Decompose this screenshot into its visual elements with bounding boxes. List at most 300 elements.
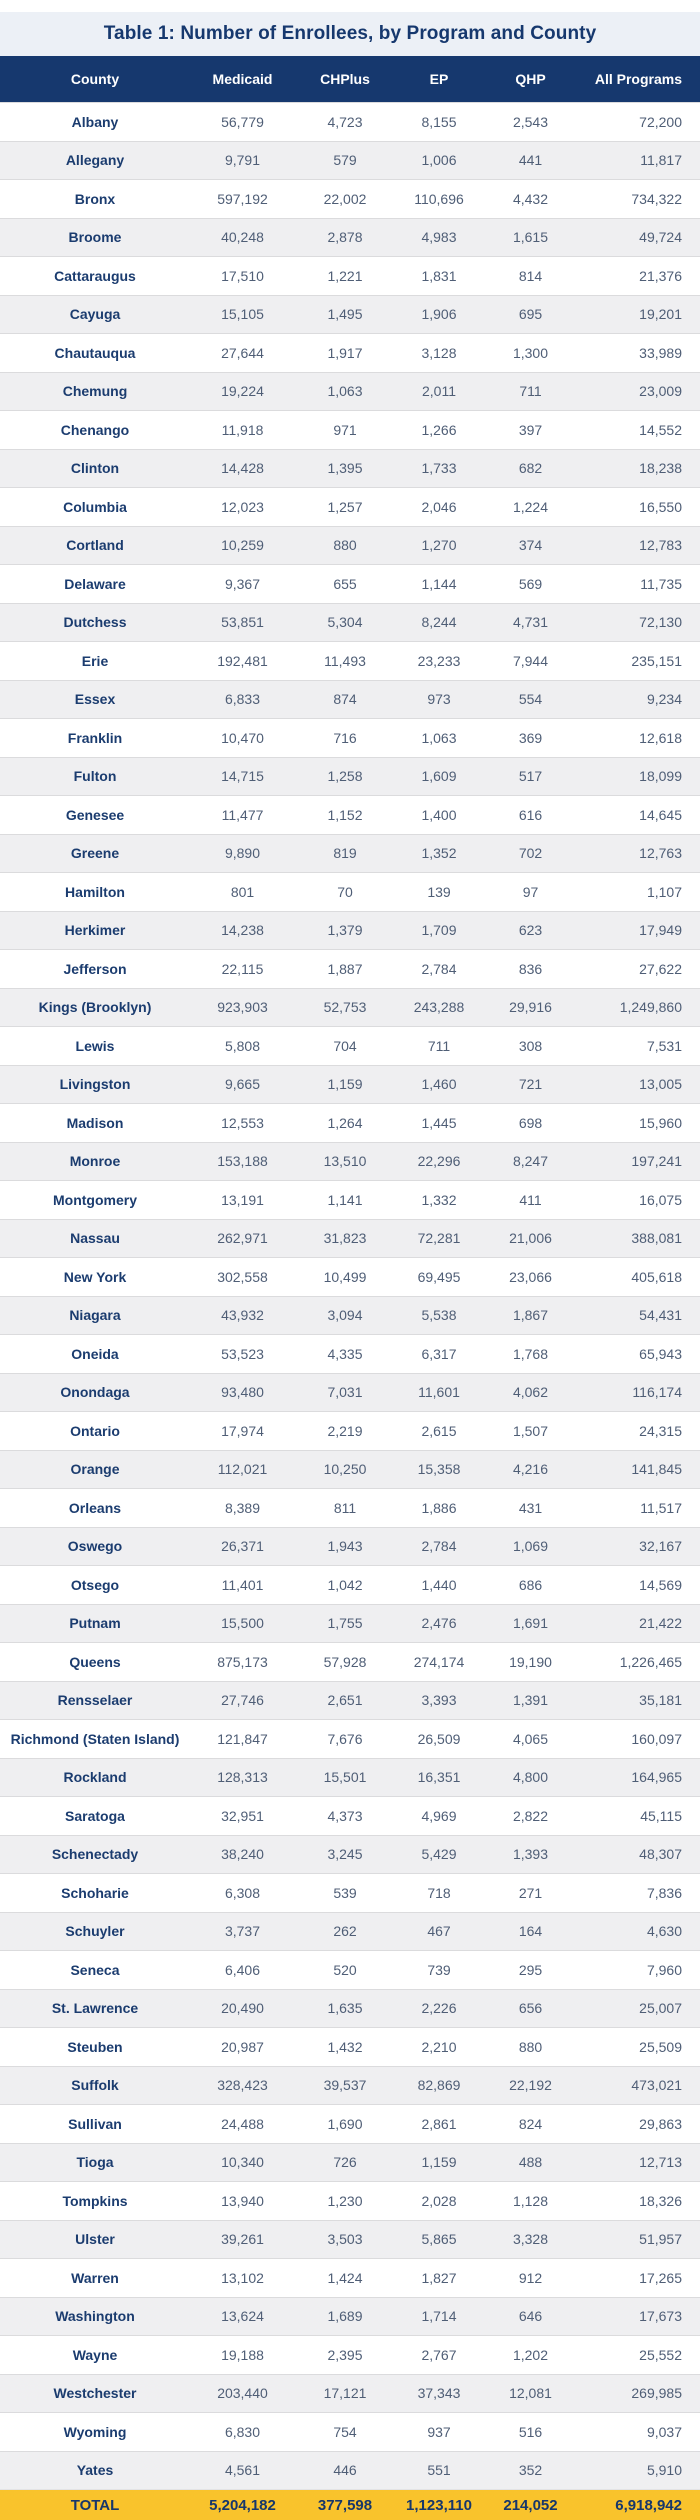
value-cell: 48,307 (578, 1835, 700, 1874)
county-cell: Kings (Brooklyn) (0, 988, 190, 1027)
county-cell: Chemung (0, 372, 190, 411)
value-cell: 716 (295, 719, 395, 758)
value-cell: 3,328 (483, 2220, 578, 2259)
value-cell: 1,635 (295, 1989, 395, 2028)
value-cell: 12,553 (190, 1104, 295, 1143)
value-cell: 597,192 (190, 180, 295, 219)
table-row-kings-brooklyn (0, 988, 700, 1027)
value-cell: 3,128 (395, 334, 483, 373)
value-cell: 9,037 (578, 2413, 700, 2452)
value-cell: 4,561 (190, 2451, 295, 2490)
value-cell: 22,296 (395, 1142, 483, 1181)
county-cell: Sullivan (0, 2105, 190, 2144)
value-cell: 1,917 (295, 334, 395, 373)
county-cell: Schoharie (0, 1874, 190, 1913)
value-cell: 5,910 (578, 2451, 700, 2490)
value-cell: 711 (483, 372, 578, 411)
county-cell: Seneca (0, 1951, 190, 1990)
value-cell: 7,676 (295, 1720, 395, 1759)
county-cell: Otsego (0, 1566, 190, 1605)
value-cell: 814 (483, 257, 578, 296)
table-row-greene (0, 834, 700, 873)
value-cell: 14,645 (578, 796, 700, 835)
value-cell: 551 (395, 2451, 483, 2490)
table-row-erie (0, 642, 700, 681)
value-cell: 5,304 (295, 603, 395, 642)
value-cell: 6,308 (190, 1874, 295, 1913)
table-row-richmond-staten-island (0, 1720, 700, 1759)
table-row-clinton (0, 449, 700, 488)
value-cell: 274,174 (395, 1643, 483, 1682)
value-cell: 153,188 (190, 1142, 295, 1181)
value-cell: 1,507 (483, 1412, 578, 1451)
value-cell: 1,690 (295, 2105, 395, 2144)
value-cell: 24,315 (578, 1412, 700, 1451)
value-cell: 2,046 (395, 488, 483, 527)
value-cell: 971 (295, 411, 395, 450)
county-cell: New York (0, 1258, 190, 1297)
value-cell: 11,477 (190, 796, 295, 835)
value-cell: 923,903 (190, 988, 295, 1027)
table-row-dutchess (0, 603, 700, 642)
table-row-suffolk (0, 2066, 700, 2105)
column-header-medicaid: Medicaid (212, 71, 273, 87)
value-cell: 13,624 (190, 2297, 295, 2336)
county-cell: Yates (0, 2451, 190, 2490)
value-cell: 4,432 (483, 180, 578, 219)
table-row-columbia (0, 488, 700, 527)
value-cell: 56,779 (190, 103, 295, 142)
value-cell: 2,767 (395, 2336, 483, 2375)
column-header-all-programs: All Programs (594, 71, 682, 87)
value-cell: 4,335 (295, 1335, 395, 1374)
value-cell: 121,847 (190, 1720, 295, 1759)
value-cell: 26,509 (395, 1720, 483, 1759)
county-cell: Lewis (0, 1027, 190, 1066)
column-header-ep: EP (429, 71, 449, 87)
value-cell: 352 (483, 2451, 578, 2490)
value-cell: 13,940 (190, 2182, 295, 2221)
value-cell: 14,569 (578, 1566, 700, 1605)
value-cell: 31,823 (295, 1219, 395, 1258)
table-row-ulster (0, 2220, 700, 2259)
table-row-chautauqua (0, 334, 700, 373)
value-cell: 203,440 (190, 2374, 295, 2413)
value-cell: 721 (483, 1065, 578, 1104)
value-cell: 616 (483, 796, 578, 835)
county-cell: Ontario (0, 1412, 190, 1451)
value-cell: 13,191 (190, 1181, 295, 1220)
table-row-schuyler (0, 1912, 700, 1951)
value-cell: 17,949 (578, 911, 700, 950)
county-cell: Schuyler (0, 1912, 190, 1951)
value-cell: 14,238 (190, 911, 295, 950)
value-cell: 29,916 (483, 988, 578, 1027)
value-cell: 6,833 (190, 680, 295, 719)
value-cell: 1,709 (395, 911, 483, 950)
value-cell: 53,523 (190, 1335, 295, 1374)
value-cell: 37,343 (395, 2374, 483, 2413)
value-cell: 19,188 (190, 2336, 295, 2375)
value-cell: 3,393 (395, 1681, 483, 1720)
value-cell: 411 (483, 1181, 578, 1220)
value-cell: 24,488 (190, 2105, 295, 2144)
value-cell: 7,836 (578, 1874, 700, 1913)
value-cell: 1,495 (295, 295, 395, 334)
value-cell: 17,673 (578, 2297, 700, 2336)
value-cell: 1,352 (395, 834, 483, 873)
value-cell: 1,107 (578, 873, 700, 912)
value-cell: 10,259 (190, 526, 295, 565)
value-cell: 54,431 (578, 1296, 700, 1335)
value-cell: 1,460 (395, 1065, 483, 1104)
county-cell: Madison (0, 1104, 190, 1143)
table-row-ontario (0, 1412, 700, 1451)
value-cell: 35,181 (578, 1681, 700, 1720)
value-cell: 51,957 (578, 2220, 700, 2259)
value-cell: 4,630 (578, 1912, 700, 1951)
value-cell: 1,615 (483, 218, 578, 257)
value-cell: 579 (295, 141, 395, 180)
value-cell: 11,401 (190, 1566, 295, 1605)
value-cell: 69,495 (395, 1258, 483, 1297)
value-cell: 2,210 (395, 2028, 483, 2067)
county-cell: Fulton (0, 757, 190, 796)
value-cell: 22,002 (295, 180, 395, 219)
column-header-chplus: CHPlus (320, 71, 370, 87)
value-cell: 16,550 (578, 488, 700, 527)
value-cell: 15,358 (395, 1450, 483, 1489)
table-row-tompkins (0, 2182, 700, 2221)
county-cell: Suffolk (0, 2066, 190, 2105)
value-cell: 12,023 (190, 488, 295, 527)
enrollment-table (0, 56, 700, 2520)
value-cell: 20,490 (190, 1989, 295, 2028)
value-cell: 1,887 (295, 950, 395, 989)
value-cell: 12,081 (483, 2374, 578, 2413)
value-cell: 1,379 (295, 911, 395, 950)
value-cell: 1,943 (295, 1527, 395, 1566)
value-cell: 3,094 (295, 1296, 395, 1335)
value-cell: 3,245 (295, 1835, 395, 1874)
value-cell: 235,151 (578, 642, 700, 681)
value-cell: 734,322 (578, 180, 700, 219)
value-cell: 14,715 (190, 757, 295, 796)
table-row-niagara (0, 1296, 700, 1335)
value-cell: 93,480 (190, 1373, 295, 1412)
value-cell: 1,144 (395, 565, 483, 604)
value-cell: 1,440 (395, 1566, 483, 1605)
value-cell: 369 (483, 719, 578, 758)
value-cell: 698 (483, 1104, 578, 1143)
value-cell: 2,226 (395, 1989, 483, 2028)
value-cell: 4,065 (483, 1720, 578, 1759)
total-value-cell: 5,204,182 (190, 2490, 295, 2520)
value-cell: 6,406 (190, 1951, 295, 1990)
value-cell: 22,192 (483, 2066, 578, 2105)
value-cell: 1,128 (483, 2182, 578, 2221)
value-cell: 1,906 (395, 295, 483, 334)
value-cell: 488 (483, 2143, 578, 2182)
value-cell: 4,969 (395, 1797, 483, 1836)
value-cell: 49,724 (578, 218, 700, 257)
value-cell: 97 (483, 873, 578, 912)
county-cell: Cortland (0, 526, 190, 565)
value-cell: 13,005 (578, 1065, 700, 1104)
county-cell: Columbia (0, 488, 190, 527)
table-row-sullivan (0, 2105, 700, 2144)
value-cell: 2,476 (395, 1604, 483, 1643)
county-cell: St. Lawrence (0, 1989, 190, 2028)
value-cell: 65,943 (578, 1335, 700, 1374)
value-cell: 836 (483, 950, 578, 989)
county-cell: Oneida (0, 1335, 190, 1374)
value-cell: 1,063 (395, 719, 483, 758)
value-cell: 1,393 (483, 1835, 578, 1874)
table-row-monroe (0, 1142, 700, 1181)
value-cell: 21,006 (483, 1219, 578, 1258)
value-cell: 3,737 (190, 1912, 295, 1951)
value-cell: 10,250 (295, 1450, 395, 1489)
table-row-oneida (0, 1335, 700, 1374)
value-cell: 43,932 (190, 1296, 295, 1335)
value-cell: 11,493 (295, 642, 395, 681)
table-row-genesee (0, 796, 700, 835)
value-cell: 11,735 (578, 565, 700, 604)
county-cell: Broome (0, 218, 190, 257)
table-row-yates (0, 2451, 700, 2490)
value-cell: 1,689 (295, 2297, 395, 2336)
value-cell: 516 (483, 2413, 578, 2452)
county-cell: Ulster (0, 2220, 190, 2259)
value-cell: 9,234 (578, 680, 700, 719)
value-cell: 112,021 (190, 1450, 295, 1489)
value-cell: 12,618 (578, 719, 700, 758)
value-cell: 9,367 (190, 565, 295, 604)
table-row-orleans (0, 1489, 700, 1528)
table-row-essex (0, 680, 700, 719)
value-cell: 880 (295, 526, 395, 565)
value-cell: 72,130 (578, 603, 700, 642)
value-cell: 21,376 (578, 257, 700, 296)
county-cell: Rensselaer (0, 1681, 190, 1720)
value-cell: 4,373 (295, 1797, 395, 1836)
value-cell: 374 (483, 526, 578, 565)
value-cell: 4,062 (483, 1373, 578, 1412)
table-row-otsego (0, 1566, 700, 1605)
value-cell: 82,869 (395, 2066, 483, 2105)
table-row-washington (0, 2297, 700, 2336)
value-cell: 57,928 (295, 1643, 395, 1682)
table-row-franklin (0, 719, 700, 758)
value-cell: 6,830 (190, 2413, 295, 2452)
table-row-rockland (0, 1758, 700, 1797)
table-row-warren (0, 2259, 700, 2298)
value-cell: 739 (395, 1951, 483, 1990)
value-cell: 569 (483, 565, 578, 604)
value-cell: 6,317 (395, 1335, 483, 1374)
value-cell: 539 (295, 1874, 395, 1913)
table-title: Table 1: Number of Enrollees, by Program and County (0, 12, 700, 56)
value-cell: 12,713 (578, 2143, 700, 2182)
value-cell: 11,601 (395, 1373, 483, 1412)
value-cell: 9,665 (190, 1065, 295, 1104)
value-cell: 269,985 (578, 2374, 700, 2413)
value-cell: 7,944 (483, 642, 578, 681)
value-cell: 11,517 (578, 1489, 700, 1528)
value-cell: 308 (483, 1027, 578, 1066)
value-cell: 5,865 (395, 2220, 483, 2259)
table-row-rensselaer (0, 1681, 700, 1720)
value-cell: 7,531 (578, 1027, 700, 1066)
value-cell: 8,244 (395, 603, 483, 642)
value-cell: 328,423 (190, 2066, 295, 2105)
value-cell: 1,224 (483, 488, 578, 527)
value-cell: 2,861 (395, 2105, 483, 2144)
county-cell: Allegany (0, 141, 190, 180)
value-cell: 25,509 (578, 2028, 700, 2067)
value-cell: 8,155 (395, 103, 483, 142)
value-cell: 20,987 (190, 2028, 295, 2067)
table-row-fulton (0, 757, 700, 796)
table-row-new-york (0, 1258, 700, 1297)
value-cell: 1,609 (395, 757, 483, 796)
value-cell: 23,009 (578, 372, 700, 411)
total-value-cell: 1,123,110 (395, 2490, 483, 2520)
value-cell: 12,783 (578, 526, 700, 565)
value-cell: 1,714 (395, 2297, 483, 2336)
value-cell: 5,538 (395, 1296, 483, 1335)
value-cell: 17,974 (190, 1412, 295, 1451)
value-cell: 2,651 (295, 1681, 395, 1720)
county-cell: Genesee (0, 796, 190, 835)
value-cell: 29,863 (578, 2105, 700, 2144)
value-cell: 14,552 (578, 411, 700, 450)
value-cell: 2,615 (395, 1412, 483, 1451)
value-cell: 16,351 (395, 1758, 483, 1797)
value-cell: 8,389 (190, 1489, 295, 1528)
county-cell: Westchester (0, 2374, 190, 2413)
value-cell: 18,238 (578, 449, 700, 488)
value-cell: 33,989 (578, 334, 700, 373)
value-cell: 1,691 (483, 1604, 578, 1643)
value-cell: 754 (295, 2413, 395, 2452)
value-cell: 2,395 (295, 2336, 395, 2375)
value-cell: 2,784 (395, 1527, 483, 1566)
county-cell: Hamilton (0, 873, 190, 912)
value-cell: 1,768 (483, 1335, 578, 1374)
value-cell: 128,313 (190, 1758, 295, 1797)
county-cell: Queens (0, 1643, 190, 1682)
value-cell: 1,152 (295, 796, 395, 835)
value-cell: 2,219 (295, 1412, 395, 1451)
table-row-westchester (0, 2374, 700, 2413)
value-cell: 17,121 (295, 2374, 395, 2413)
value-cell: 302,558 (190, 1258, 295, 1297)
table-row-seneca (0, 1951, 700, 1990)
value-cell: 1,300 (483, 334, 578, 373)
value-cell: 7,031 (295, 1373, 395, 1412)
table-row-montgomery (0, 1181, 700, 1220)
value-cell: 1,159 (395, 2143, 483, 2182)
value-cell: 1,159 (295, 1065, 395, 1104)
table-row-madison (0, 1104, 700, 1143)
county-cell: Niagara (0, 1296, 190, 1335)
value-cell: 973 (395, 680, 483, 719)
total-row (0, 2490, 700, 2520)
value-cell: 1,006 (395, 141, 483, 180)
value-cell: 1,258 (295, 757, 395, 796)
value-cell: 1,226,465 (578, 1643, 700, 1682)
table-row-wayne (0, 2336, 700, 2375)
county-cell: Albany (0, 103, 190, 142)
value-cell: 14,428 (190, 449, 295, 488)
value-cell: 18,326 (578, 2182, 700, 2221)
county-cell: Cattaraugus (0, 257, 190, 296)
value-cell: 1,424 (295, 2259, 395, 2298)
value-cell: 3,503 (295, 2220, 395, 2259)
county-cell: Chenango (0, 411, 190, 450)
value-cell: 1,391 (483, 1681, 578, 1720)
county-cell: Erie (0, 642, 190, 681)
value-cell: 26,371 (190, 1527, 295, 1566)
value-cell: 1,867 (483, 1296, 578, 1335)
value-cell: 2,011 (395, 372, 483, 411)
value-cell: 4,216 (483, 1450, 578, 1489)
value-cell: 811 (295, 1489, 395, 1528)
value-cell: 824 (483, 2105, 578, 2144)
county-cell: Jefferson (0, 950, 190, 989)
value-cell: 4,800 (483, 1758, 578, 1797)
value-cell: 11,918 (190, 411, 295, 450)
county-cell: Rockland (0, 1758, 190, 1797)
county-cell: Nassau (0, 1219, 190, 1258)
value-cell: 686 (483, 1566, 578, 1605)
value-cell: 801 (190, 873, 295, 912)
table-row-st-lawrence (0, 1989, 700, 2028)
value-cell: 711 (395, 1027, 483, 1066)
total-value-cell: 214,052 (483, 2490, 578, 2520)
value-cell: 53,851 (190, 603, 295, 642)
value-cell: 2,028 (395, 2182, 483, 2221)
value-cell: 10,340 (190, 2143, 295, 2182)
county-cell: Tioga (0, 2143, 190, 2182)
table-row-oswego (0, 1527, 700, 1566)
county-cell: Schenectady (0, 1835, 190, 1874)
county-cell: Washington (0, 2297, 190, 2336)
value-cell: 295 (483, 1951, 578, 1990)
value-cell: 1,445 (395, 1104, 483, 1143)
table-row-nassau (0, 1219, 700, 1258)
table-row-chemung (0, 372, 700, 411)
county-cell: Greene (0, 834, 190, 873)
value-cell: 160,097 (578, 1720, 700, 1759)
value-cell: 8,247 (483, 1142, 578, 1181)
table-row-hamilton (0, 873, 700, 912)
value-cell: 1,249,860 (578, 988, 700, 1027)
value-cell: 110,696 (395, 180, 483, 219)
table-row-lewis (0, 1027, 700, 1066)
value-cell: 726 (295, 2143, 395, 2182)
value-cell: 12,763 (578, 834, 700, 873)
table-row-schenectady (0, 1835, 700, 1874)
value-cell: 16,075 (578, 1181, 700, 1220)
value-cell: 1,432 (295, 2028, 395, 2067)
value-cell: 72,200 (578, 103, 700, 142)
value-cell: 1,755 (295, 1604, 395, 1643)
value-cell: 52,753 (295, 988, 395, 1027)
value-cell: 141,845 (578, 1450, 700, 1489)
